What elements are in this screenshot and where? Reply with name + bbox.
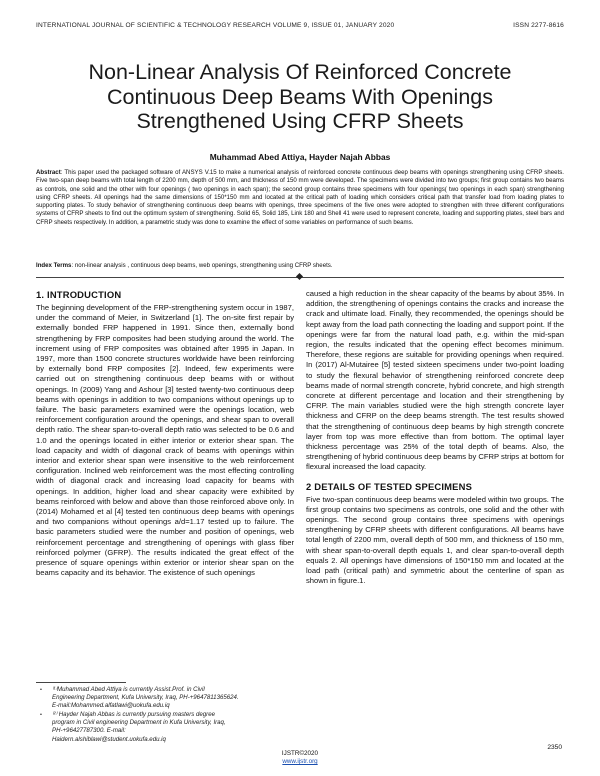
section-divider	[36, 273, 564, 281]
issn: ISSN 2277-8616	[513, 22, 564, 29]
specimens-text: Five two-span continuous deep beams were modeled within two groups. The first group contains two specimens as controls, one solid and the other with openings. The second group contains three specimens with openings strengthening by CFRP sheets with different configurations. All beams have total length of 2200 mm, overall depth of 500 mm, and thickness of 150 mm, with shear span-to-overall depth equals 1, and clear span-to-overall depth equals 2. All openings have dimensions of 150*150 mm and located at the load path (critical path) and symmetric about the centerline of span as shown in figure.1.	[306, 494, 564, 586]
paper-title: Non-Linear Analysis Of Reinforced Concrete Continuous Deep Beams With Openings Strengthened Using CFRP Sheets	[88, 60, 512, 133]
footnote-1	[40, 686, 280, 710]
abstract-text: : This paper used the packaged software of ANSYS V.15 to make a numerical analysis of reinforced concrete continuous deep beams with openings strengthening using CFRP sheets. Five two-span deep beams with total length of 2200 mm, depth of 500 mm, and thickness of 150 mm were developed. The specimens were divided into two groups; first group contains two beams as controls, one solid and the other with four openings ( two openings in each span); the second group contains three specimens with four openings( two openings in each span) strengthening using CFRP sheets. All openings had the same dimensions of 150*150 mm and located at the critical path of loading which considers critical path that transfer load from loading plates to supporting plates. To study behavior of strengthening continuous deep beams with openings, three specimens of the five ones were adopted to strengthen with three different configurations systems of CFRP sheets to find out the optimum system of strengthening. Solid 65, Solid 185, Link 180 and Shell 41 were used to represent concrete, loading and supporting plates, steel bars and CFRP sheets respectively. In addition, a parametric study was done to examine the effect of some variables on performance of such beams.	[36, 169, 564, 226]
right-column	[306, 289, 564, 586]
introduction-heading: 1. INTRODUCTION	[36, 289, 122, 300]
abstract	[36, 169, 564, 227]
footnote-2-line-4: Haidern.alshiblawi@student.uokufa.edu.iq	[52, 735, 166, 743]
index-terms	[36, 262, 564, 270]
authors: Muhammad Abed Attiya, Hayder Najah Abbas	[209, 152, 391, 162]
footnote-2-line-1: ⁽²⁾ Hayder Najah Abbas is currently pursuing masters degree	[52, 711, 215, 719]
introduction-text: The beginning development of the FRP-strengthening system occur in 1987, under the command of Meier, in Switzerland [1]. The on-site first repair by externally bonded FRP happened in 1991. Since then, externally bond strengthening by FRP composites had been studying around the world. The increment using of FRP composites was obtained after 1995 in Japan. In 1997, more than 1500 concrete structures worldwide have been reinforcing by externally bond FRP composites [2]. Indeed, few experiments were carried out on strengthening continuous deep beams with or without openings. In (2009) Yang and Ashour [3] tested twenty-two continuous deep beams with openings in addition to two companions without openings up to failure. The basic parameters examined were the openings location, web reinforcement configuration around the openings, and shear span to overall depth ratio. The shear span-to-overall depth ratio was selected to be 0.6 and 1.0 and the openings located in either interior or exterior shear span. The load capacity and width of diagonal crack of beams with openings within interior and exterior shear span were insensitive to the web reinforcement configuration. Inclined web reinforcement was the most effecting controlling width of diagonal crack and increasing load capacity for beams with openings. In addition, higher load and shear capacity were exhibited by beams reinforced with below and above than those reinforced above only. In (2014) Mohamed et al [4] tested ten continuous deep beams with openings and two companions without openings a/d=1.17 tested up to failure. The basic parameters studied were the number and position of openings, web reinforcement percentage and strengthening of openings with glass fiber reinforced polymer (GFRP). The results indicated the great effect of the presence of square openings within exterior or interior shear span on the beams capacity and its behavior. The existence of such openings	[36, 303, 294, 578]
left-column	[36, 289, 294, 578]
abstract-label: Abstract	[36, 169, 61, 176]
footnote-bullet: •	[40, 687, 42, 693]
footnote-2-line-2: program in Civil engineering Department in Kufa University, Iraq,	[52, 719, 226, 727]
footnote-bullet: •	[40, 712, 42, 719]
specimens-heading: 2 DETAILS OF TESTED SPECIMENS	[306, 480, 473, 492]
journal-name: INTERNATIONAL JOURNAL OF SCIENTIFIC & TECHNOLOGY RESEARCH VOLUME 9, ISSUE 01, JANUARY 2020	[36, 22, 395, 29]
index-terms-label: Index Terms	[36, 262, 72, 269]
footnote-rule	[36, 682, 126, 683]
introduction-continued-text: caused a high reduction in the shear capacity of the beams by about 35%. In addition, the strengthening of openings contains the cracks and increase the crack and ultimate load. Finally, they recommended, the openings should be kept away from the load path connecting the loading and support point. If the openings were far from the natural load path, e.g. within the mid-span region, the results indicated that the opening effect becomes minimum. Therefore, these regions are suitable for providing openings when required. In (2017) Al-Mutairee [5] tested sixteen specimens under two-point loading to study the flexural behavior of strengthening reinforced concrete deep beams made of normal strength concrete, hybrid concrete, and high strength concrete at different percentage and location and their strengthening by CFRP. The main variables studied were the high strength concrete layer thickness and CFRP on the deep beams strength. The test results showed that the strengthening of continuous deep beams by high strength concrete layer from top was more effective than from bottom. The optimal layer thickness percentage was 25% of the total depth of beams. Also, the strengthening of hybrid continuous deep beams by CFRP strips at bottom for flexural increased the load capacity.	[306, 289, 564, 472]
footnote-1-line-3: E-mail:Mohammed.alfatlawi@uokufa.edu.iq	[52, 702, 170, 710]
footnote-1-line-1: ⁽¹⁾Muhammad Abed Attiya is currently Assist.Prof. in Civil	[52, 686, 205, 693]
diamond-icon	[296, 273, 303, 280]
footnote-2	[40, 711, 280, 743]
copyright: IJSTR©2020	[281, 750, 319, 757]
footnote-2-line-3: PH-+96427787300. E-mail:	[52, 727, 126, 735]
page-number: 2350	[547, 744, 562, 751]
page-footer	[0, 750, 600, 766]
footnotes	[40, 686, 280, 745]
journal-link[interactable]: www.ijstr.org	[282, 758, 318, 765]
index-terms-text: : non-linear analysis , continuous deep beams, web openings, strengthening using CFRP sheets.	[71, 262, 333, 269]
footnote-1-line-2: Engineering Department, Kufa University, Iraq, PH-+9647811365624.	[52, 694, 239, 702]
